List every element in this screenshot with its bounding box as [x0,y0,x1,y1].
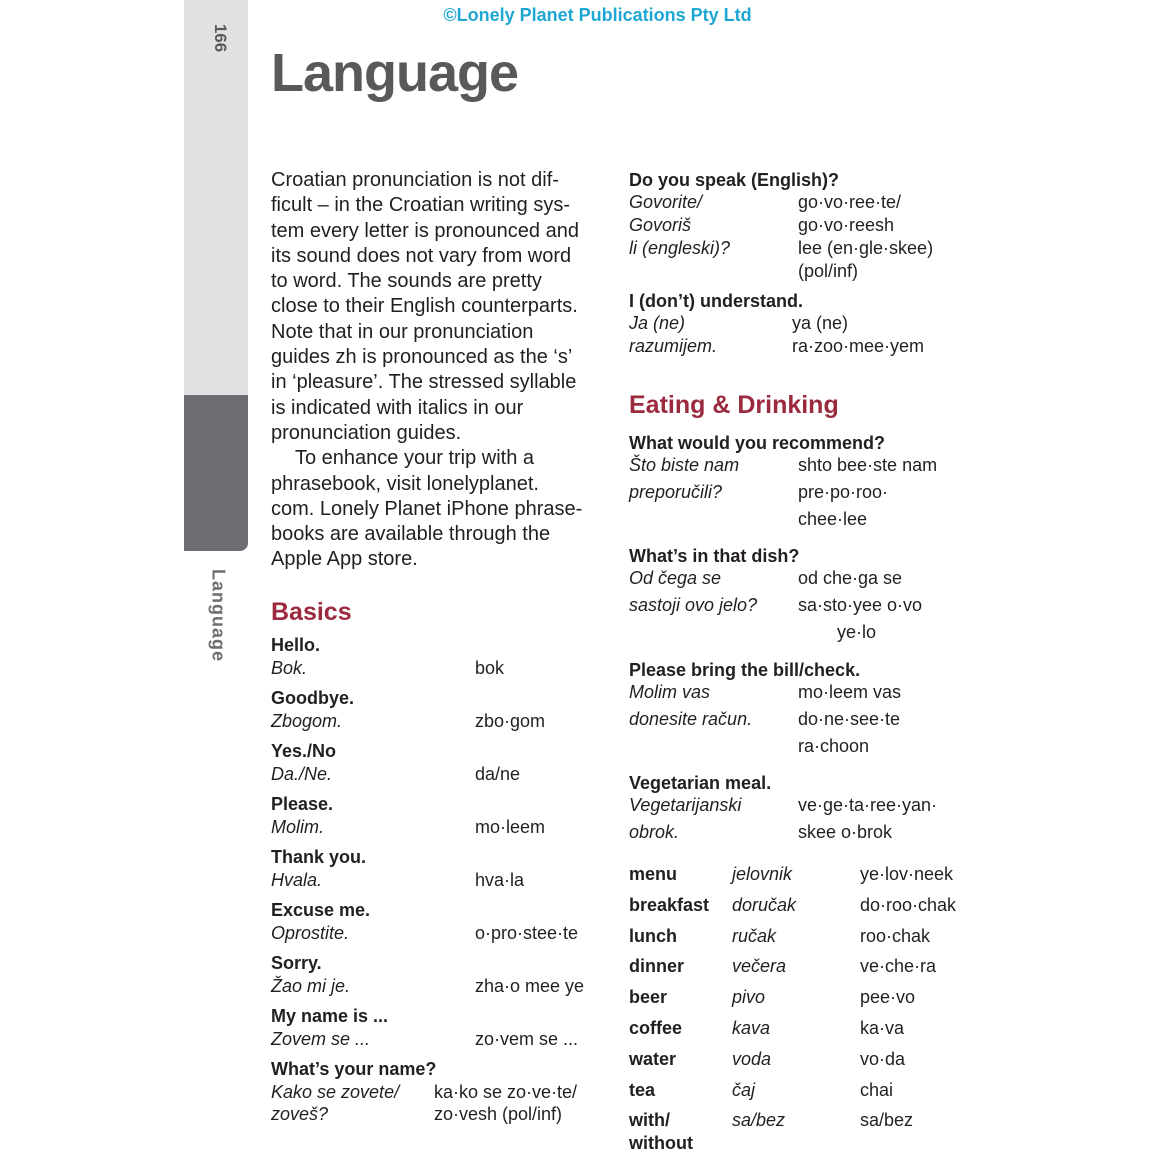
phrase-pronunciation: ye·lo [837,622,877,642]
phrase-english: Yes./No [271,741,337,761]
side-chapter-label: Language [208,568,229,662]
phrase-block [629,659,989,762]
intro-line: is indicated with italics in our [271,396,524,419]
phrase-pronunciation: bok [475,658,505,678]
basics-list [271,634,611,1128]
vocab-pronunciation: roo·chak [860,925,931,946]
phrase-croatian: Što biste nam [629,455,740,475]
vocab-english: beer [629,987,668,1008]
phrase-entry [271,846,611,899]
phrase-croatian: donesite račun. [629,709,753,729]
vocab-croatian: večera [732,956,787,977]
intro2-line: com. Lonely Planet iPhone phrase- [271,497,583,520]
vocab-croatian: jelovnik [732,864,793,884]
phrase-croatian: Ja (ne) [629,313,686,333]
phrase-pronunciation: ya (ne) [792,313,849,333]
intro-line: in ‘pleasure’. The stressed syllable [271,371,577,394]
phrase-pronunciation: sa·sto·yee o·vo [798,595,923,615]
phrase-croatian: Molim vas [629,682,711,702]
vocab-english: with/ [629,1110,670,1131]
vocab-croatian: voda [732,1048,772,1069]
phrase-pronunciation: zo·vem se ... [475,1029,579,1049]
vocab-pronunciation: ye·lov·neek [860,864,954,884]
thumb-tab-dark [184,395,248,551]
phrase-pronunciation: mo·leem [475,817,546,837]
phrase-entry [271,899,611,952]
vocab-pronunciation: ka·va [860,1017,905,1038]
phrase-croatian: razumijem. [629,336,718,356]
phrase-english: Please. [271,794,334,814]
vocab-croatian: doručak [732,894,797,915]
phrase-croatian: Od čega se [629,568,722,588]
phrase-croatian: Žao mi je. [271,976,351,996]
phrase-croatian: Zbogom. [271,711,343,731]
vocab-row [629,924,989,955]
vocab-pronunciation: vo·da [860,1048,906,1069]
vocab-row [629,954,989,985]
vocab-english: without [629,1133,693,1154]
intro-line: to word. The sounds are pretty [271,270,542,293]
phrase-entry [271,1058,611,1128]
vocab-row [629,1047,989,1078]
phrase-english: What would you recommend? [629,433,886,453]
phrase-pronunciation: ra·choon [798,736,870,756]
vocab-table [629,862,989,1155]
page-title: Language [271,43,519,103]
vocab-english: water [629,1048,677,1069]
vocab-english: lunch [629,925,677,946]
phrase-pronunciation: do·ne·see·te [798,709,901,729]
vocab-row [629,893,989,924]
vocab-pronunciation: do·roo·chak [860,894,957,915]
phrase-croatian: li (engleski)? [629,238,731,258]
intro2-line: books are available through the [271,523,551,546]
intro-line: Croatian pronunciation is not dif- [271,169,559,191]
phrase-croatian: Govorite/ [629,192,703,212]
page-number: 166 [211,23,230,53]
intro2-line: phrasebook, visit lonelyplanet. [271,472,539,495]
vocab-pronunciation: chai [860,1079,894,1100]
phrase-entry [271,793,611,846]
phrase-pronunciation: mo·leem vas [798,682,902,702]
thumb-tab-light [184,0,248,395]
vocab-row [629,1108,989,1131]
phrase-croatian-cont: zoveš? [271,1104,329,1124]
vocab-croatian: čaj [732,1079,756,1100]
vocab-croatian: sa/bez [732,1110,786,1131]
basics-heading: Basics [271,598,352,626]
phrase-croatian: Molim. [271,817,324,837]
phrase-entry [271,952,611,1005]
phrase-croatian: Oprostite. [271,923,350,943]
intro-text [271,168,611,573]
vocab-english: dinner [629,956,685,977]
intro-line: Note that in our pronunciation [271,320,534,343]
phrase-english: Do you speak (English)? [629,170,840,190]
vocab-croatian: ručak [732,925,777,946]
intro2-line: Apple App store. [271,548,418,571]
phrase-block [629,432,989,535]
phrase-croatian: obrok. [629,822,680,842]
intro-line: pronunciation guides. [271,421,462,444]
phrase-entry [271,687,611,740]
vocab-croatian: pivo [732,987,766,1008]
phrase-pronunciation: ve·ge·ta·ree·yan· [798,795,938,815]
phrase-english: Vegetarian meal. [629,773,772,793]
phrase-block [629,290,989,358]
vocab-english: menu [629,864,678,884]
phrase-english: Sorry. [271,953,322,973]
phrase-english: I (don’t) understand. [629,291,803,311]
phrase-block [629,545,989,648]
phrase-croatian: preporučili? [629,482,723,502]
phrase-english: Please bring the bill/check. [629,660,861,680]
phrase-entry [271,1005,611,1058]
vocab-croatian: kava [732,1017,771,1038]
intro-line: its sound does not vary from word [271,244,572,267]
phrase-pronunciation: (pol/inf) [798,261,859,281]
phrase-pronunciation: chee·lee [798,509,868,529]
phrase-english: My name is ... [271,1006,389,1026]
phrase-block [629,772,989,848]
vocab-english: tea [629,1079,656,1100]
phrase-pronunciation: go·vo·ree·te/ [798,192,902,212]
vocab-row [629,1016,989,1047]
intro-line: guides zh is pronounced as the ‘s’ [271,346,573,369]
intro2-line: To enhance your trip with a [295,447,535,470]
phrase-pronunciation: zha·o mee ye [475,976,585,996]
phrase-block [629,169,989,283]
vocab-english: coffee [629,1017,683,1038]
vocab-english: breakfast [629,894,710,915]
phrase-pronunciation: skee o·brok [798,822,893,842]
phrase-pronunciation: go·vo·reesh [798,215,895,235]
vocab-pronunciation: pee·vo [860,987,916,1008]
vocab-pronunciation: sa/bez [860,1110,914,1131]
phrase-pronunciation: o·pro·stee·te [475,923,579,943]
phrase-pronunciation: shto bee·ste nam [798,455,938,475]
phrase-croatian: Zovem se ... [271,1029,371,1049]
phrase-croatian: Bok. [271,658,308,678]
vocab-row [629,1131,989,1155]
phrase-croatian: Govoriš [629,215,692,235]
phrase-croatian: sastoji ovo jelo? [629,595,758,615]
intro-line: tem every letter is pronounced and [271,219,579,242]
eating-heading: Eating & Drinking [629,391,839,419]
phrase-pronunciation: ra·zoo·mee·yem [792,336,925,356]
phrase-english: What’s your name? [271,1059,437,1079]
phrase-pronunciation: da/ne [475,764,521,784]
phrase-entry [271,634,611,687]
phrase-pronunciation: lee (en·gle·skee) [798,238,934,258]
phrase-pronunciation: ka·ko se zo·ve·te/ [434,1082,578,1102]
phrase-entry [271,740,611,793]
phrase-croatian: Kako se zovete/ [271,1082,400,1102]
intro-line: close to their English counterparts. [271,295,578,318]
vocab-pronunciation: ve·che·ra [860,956,937,977]
phrase-pronunciation: hva·la [475,870,525,890]
vocab-row [629,862,989,893]
phrase-pronunciation: zbo·gom [475,711,546,731]
phrase-english: Excuse me. [271,900,371,920]
phrase-english: Thank you. [271,847,367,867]
phrase-english: Hello. [271,635,321,655]
phrase-croatian: Da./Ne. [271,764,333,784]
vocab-row [629,985,989,1016]
phrase-pronunciation: pre·po·roo· [798,482,889,502]
intro-line: ficult – in the Croatian writing sys- [271,194,571,217]
phrase-english: What’s in that dish? [629,546,800,566]
phrase-pronunciation-cont: zo·vesh (pol/inf) [434,1104,563,1124]
phrase-croatian: Hvala. [271,870,323,890]
vocab-row [629,1078,989,1109]
copyright-notice: ©Lonely Planet Publications Pty Ltd [443,5,752,25]
phrase-english: Goodbye. [271,688,355,708]
phrase-croatian: Vegetarijanski [629,795,742,815]
phrase-pronunciation: od che·ga se [798,568,903,588]
